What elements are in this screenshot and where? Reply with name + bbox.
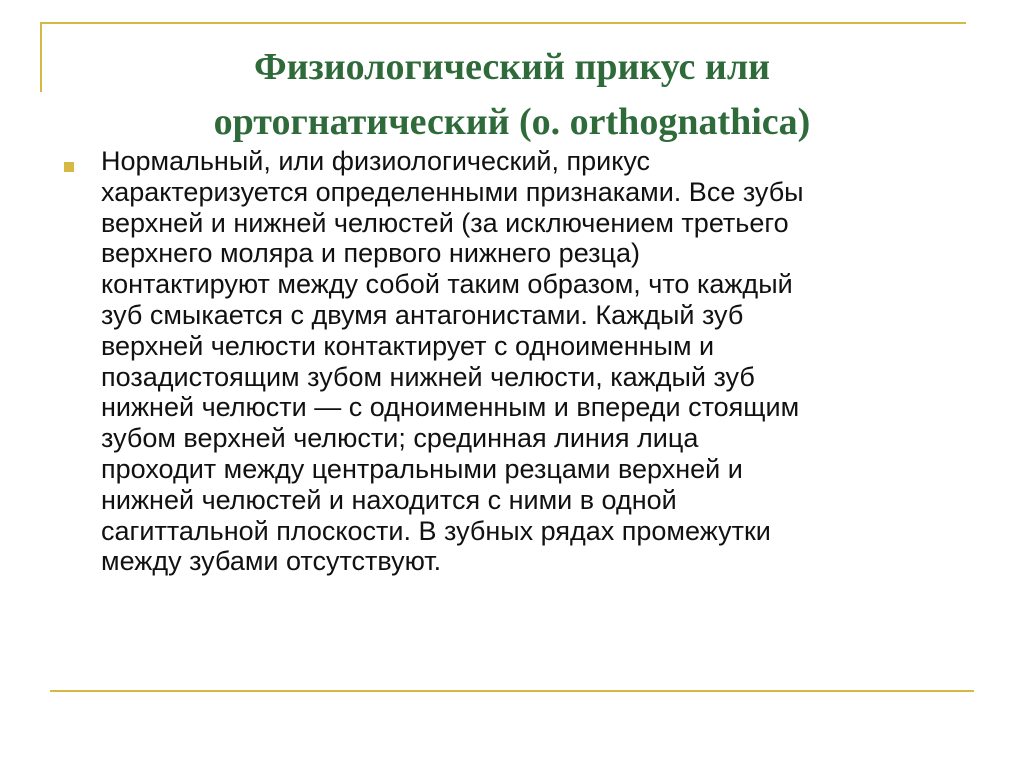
- text-line-14: между зубами отсутствуют.: [101, 546, 442, 577]
- slide-title: [60, 40, 964, 150]
- bullet-item: [64, 146, 974, 577]
- title-line-2: ортогнатический (o. orthognathica): [213, 101, 811, 143]
- bullet-list: [64, 146, 974, 577]
- text-line-3: верхней и нижней челюстей (за исключением третьего: [101, 207, 789, 238]
- bullet-text: [101, 146, 974, 577]
- text-line-9: нижней челюсти — с одноименным и впереди стоящим: [101, 392, 800, 423]
- text-line-8: позадистоящим зубом нижней челюсти, каждый зуб: [101, 361, 755, 392]
- text-line-11: проходит между центральными резцами верхней и: [101, 453, 743, 484]
- left-rule: [40, 22, 42, 92]
- text-line-13: сагиттальной плоскости. В зубных рядах промежутки: [101, 515, 771, 546]
- square-bullet-icon: [64, 162, 74, 172]
- text-line-5: контактируют между собой таким образом, что каждый: [101, 269, 793, 300]
- text-line-12: нижней челюстей и находится с ними в одной: [101, 484, 677, 515]
- text-line-1: Нормальный, или физиологический, прикус: [101, 146, 651, 176]
- bottom-rule: [50, 690, 974, 692]
- title-line-1: Физиологический прикус или: [253, 46, 771, 88]
- top-rule: [40, 22, 966, 24]
- text-line-6: зуб смыкается с двумя антагонистами. Каждый зуб: [101, 299, 744, 330]
- text-line-10: зубом верхней челюсти; срединная линия лица: [101, 423, 699, 454]
- text-line-7: верхней челюсти контактирует с одноименным и: [101, 330, 715, 361]
- text-line-2: характеризуется определенными признаками. Все зубы: [101, 176, 804, 207]
- text-line-4: верхнего моляра и первого нижнего резца): [101, 238, 640, 269]
